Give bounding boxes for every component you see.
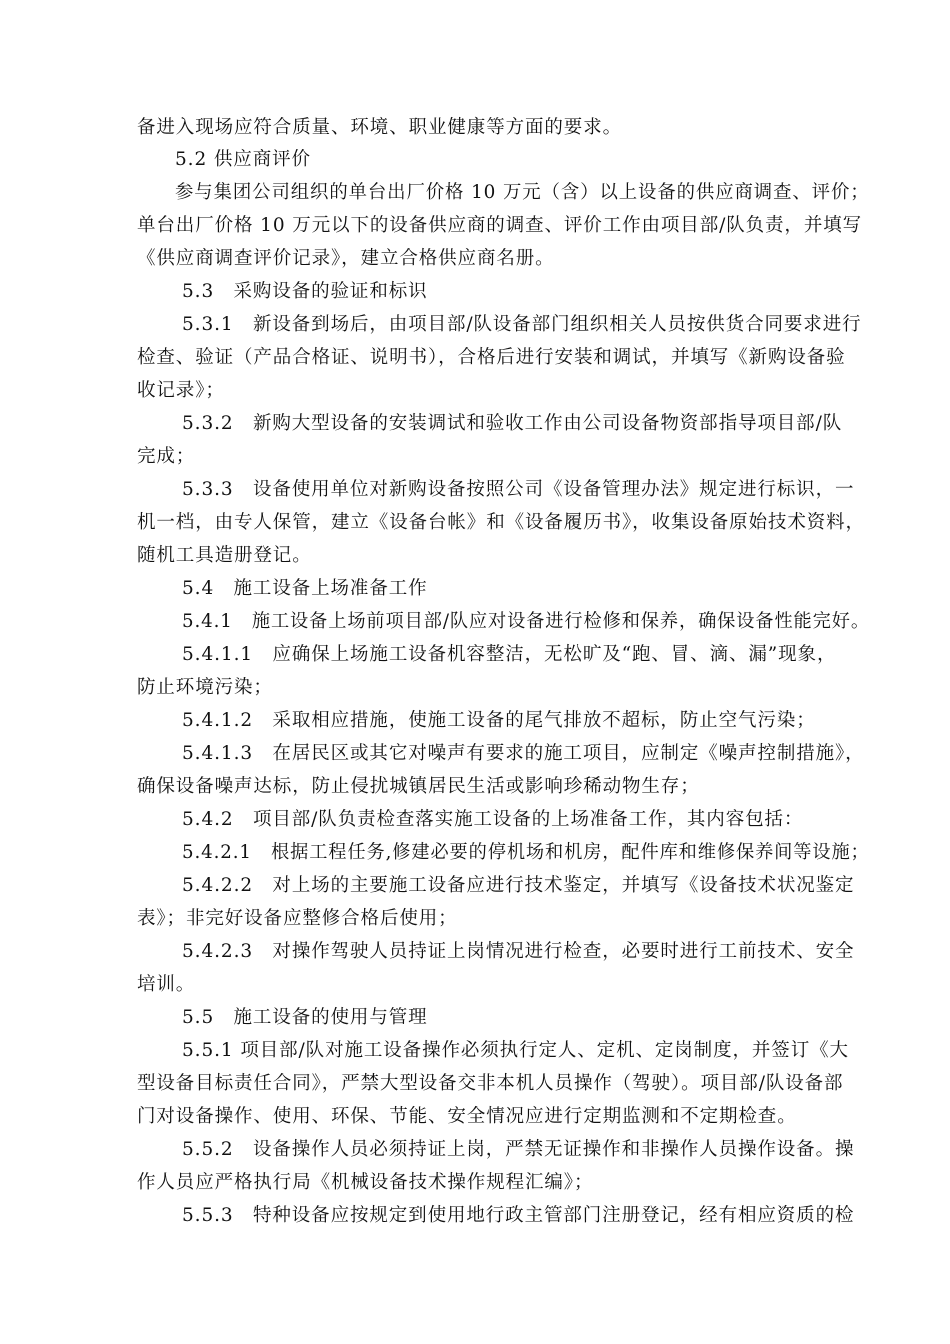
text-line: 5.3.1 新设备到场后，由项目部/队设备部门组织相关人员按供货合同要求进行	[182, 314, 862, 335]
text-line: 表》；非完好设备应整修合格后使用；	[137, 908, 458, 929]
text-line: 门对设备操作、使用、环保、节能、安全情况应进行定期监测和不定期检查。	[137, 1106, 797, 1127]
text-line: 5.3.2 新购大型设备的安装调试和验收工作由公司设备物资部指导项目部/队	[182, 413, 843, 434]
text-line: 备进入现场应符合质量、环境、职业健康等方面的要求。	[137, 117, 623, 138]
text-line: 《供应商调查评价记录》，建立合格供应商名册。	[137, 248, 555, 269]
text-line: 5.5.1 项目部/队对施工设备操作必须执行定人、定机、定岗制度，并签订《大	[182, 1040, 849, 1061]
text-line: 5.5.2 设备操作人员必须持证上岗，严禁无证操作和非操作人员操作设备。操	[182, 1139, 855, 1160]
text-line: 确保设备噪声达标，防止侵扰城镇居民生活或影响珍稀动物生存；	[137, 776, 700, 797]
text-line: 完成；	[137, 446, 196, 467]
section-heading: 5.2 供应商评价	[175, 149, 311, 170]
text-line: 随机工具造册登记。	[137, 545, 312, 566]
text-line: 5.4.2.3 对操作驾驶人员持证上岗情况进行检查，必要时进行工前技术、安全	[182, 941, 855, 962]
text-line: 5.4.2.1 根据工程任务,修建必要的停机场和机房，配件库和维修保养间等设施；	[182, 842, 870, 863]
text-line: 型设备目标责任合同》，严禁大型设备交非本机人员操作（驾驶）。项目部/队设备部	[137, 1073, 844, 1094]
section-heading: 5.5 施工设备的使用与管理	[182, 1007, 428, 1028]
text-line: 防止环境污染；	[137, 677, 273, 698]
text-line: 机一档，由专人保管，建立《设备台帐》和《设备履历书》，收集设备原始技术资料，	[137, 512, 865, 533]
text-line: 5.5.3 特种设备应按规定到使用地行政主管部门注册登记，经有相应资质的检	[182, 1205, 855, 1226]
text-line: 培训。	[137, 974, 196, 995]
text-line: 作人员应严格执行局《机械设备技术操作规程汇编》；	[137, 1172, 594, 1193]
text-line: 5.4.1 施工设备上场前项目部/队应对设备进行检修和保养，确保设备性能完好。	[182, 611, 870, 632]
section-heading: 5.4 施工设备上场准备工作	[182, 578, 428, 599]
text-line: 5.4.2.2 对上场的主要施工设备应进行技术鉴定，并填写《设备技术状况鉴定	[182, 875, 855, 896]
text-line: 5.4.1.1 应确保上场施工设备机容整洁，无松旷及“跑、冒、滴、漏”现象，	[182, 644, 837, 665]
text-line: 收记录》；	[137, 380, 225, 401]
text-line: 检查、验证（产品合格证、说明书），合格后进行安装和调试，并填写《新购设备验	[137, 347, 846, 368]
text-line: 5.3.3 设备使用单位对新购设备按照公司《设备管理办法》规定进行标识，一	[182, 479, 855, 500]
text-line: 参与集团公司组织的单台出厂价格 10 万元（含）以上设备的供应商调查、评价；	[175, 182, 870, 203]
text-line: 单台出厂价格 10 万元以下的设备供应商的调查、评价工作由项目部/队负责，并填写	[137, 215, 863, 236]
section-heading: 5.3 采购设备的验证和标识	[182, 281, 428, 302]
text-line: 5.4.1.2 采取相应措施，使施工设备的尾气排放不超标，防止空气污染；	[182, 710, 816, 731]
text-line: 5.4.1.3 在居民区或其它对噪声有要求的施工项目，应制定《噪声控制措施》，	[182, 743, 865, 764]
text-line: 5.4.2 项目部/队负责检查落实施工设备的上场准备工作，其内容包括：	[182, 809, 804, 830]
